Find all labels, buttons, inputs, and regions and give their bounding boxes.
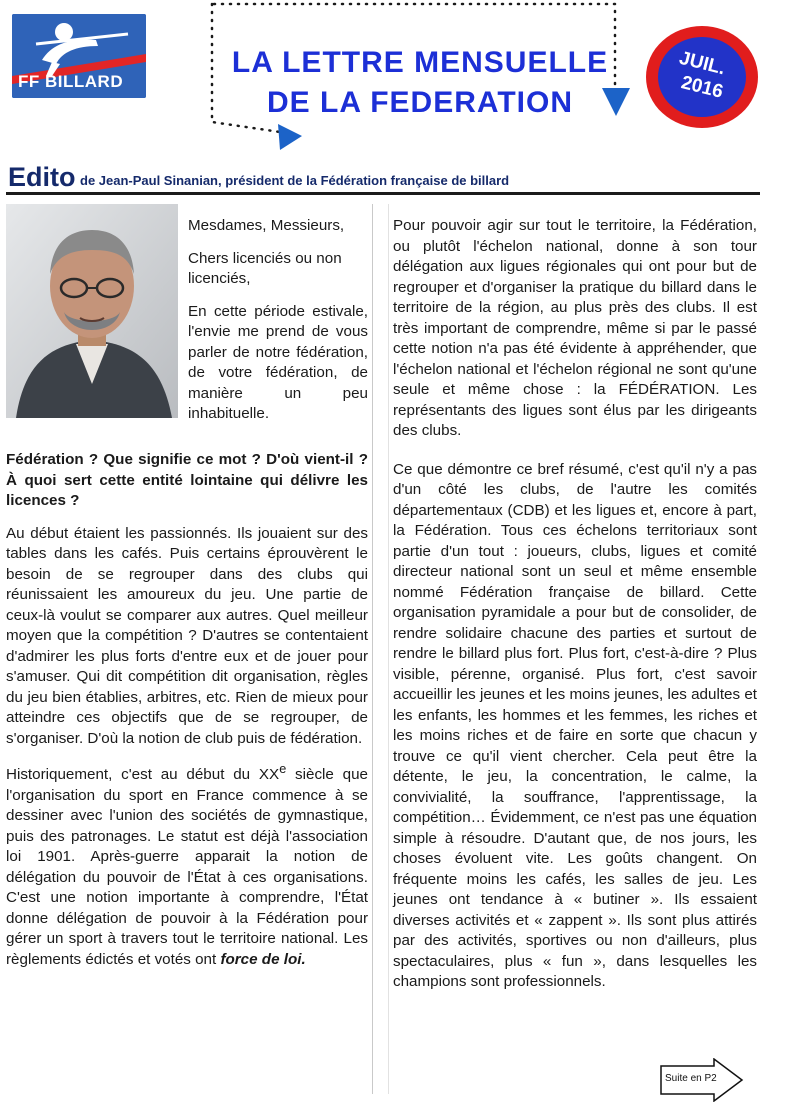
left-column (6, 204, 373, 1094)
question-heading: Fédération ? Que signifie ce mot ? D'où vient-il ? À quoi sert cette entité lointaine qui délivre les licences ? (6, 451, 368, 509)
title-line-1: LA LETTRE MENSUELLE (231, 46, 609, 79)
intro-text (188, 216, 368, 437)
right-body (393, 216, 757, 1011)
paragraph-territory: Pour pouvoir agir sur tout le territoire, la Fédération, ou plutôt l'échelon national, donne à son tour délégation aux ligues régionales qui ont pour but de regrouper et d'organiser la pratique du billard dans le territoire de la région, au plus près des clubs. Il est très important de comprendre, même si par le passé cette notion n'a pas été évidente à appréhender, que l'échelon national et l'échelon régional ne sont qu'une seule et même chose : la FÉDÉRATION. Les représentants des ligues sont élus par les dirigeants des clubs. (393, 217, 757, 439)
history-emphasis: force de loi. (220, 950, 306, 968)
portrait-image (6, 204, 178, 418)
edito-header (6, 158, 760, 198)
edito-byline: de Jean-Paul Sinanian, président de la Fédération française de billard (80, 173, 510, 188)
date-year: 2016 (679, 72, 726, 103)
edito-heading: Edito (8, 162, 76, 192)
history-text-b: siècle que l'organisation du sport en France commence à se dessiner avec l'union des sociétés de gymnastique, puis des patronages. Le statut est déjà l'association loi 1901. Après-guerre apparait la notion de délégation du pouvoir de l'État à ces organisations. C'est une notion importante à comprendre, l'État donne délégation de pouvoir à la Fédération pour gérer un sport à travers tout le territoire national. Les règlements édictés et votés ont (6, 766, 369, 968)
left-body (6, 450, 368, 980)
intro-paragraph: En cette période estivale, l'envie me prend de vous parler de notre fédération, de votre fédération, de manière un peu inhabituelle. (188, 302, 368, 422)
history-superscript: e (279, 762, 287, 776)
president-portrait (6, 204, 178, 418)
ff-billard-logo (12, 14, 146, 98)
paragraph-history (6, 759, 368, 970)
newsletter-title (200, 0, 640, 150)
history-text-a: Historiquement, c'est au début du XX (6, 766, 280, 784)
logo-text: FF BILLARD (18, 72, 124, 91)
continue-button[interactable] (660, 1058, 744, 1102)
continue-label: Suite en P2 (665, 1073, 717, 1084)
title-line-2: DE LA FEDERATION (267, 86, 573, 119)
right-column (388, 204, 765, 1094)
date-badge-inner (658, 37, 746, 117)
paragraph-origins: Au début étaient les passionnés. Ils jouaient sur des tables dans les cafés. Puis certains éprouvèrent le besoin de se regrouper dans des clubs qui réunissaient les amoureux du jeu. Une partie de ceux-là voulut se comparer aux autres. Quel meilleur moyen que la compétition ? D'autres se contentaient d'admirer les plus forts d'entre eux et de jouer pour s'amuser. Qui dit compétition dit organisation, règles du jeu bien établies, arbitres, etc. Rien de mieux pour atteindre ces objectifs que de se regrouper, de s'organiser. D'où la notion de club puis de fédération. (6, 524, 368, 747)
edito-divider (6, 192, 760, 195)
salutation: Mesdames, Messieurs, (188, 217, 345, 234)
date-badge (646, 26, 758, 128)
date-month: JUIL. (677, 47, 728, 80)
greeting: Chers licenciés ou non licenciés, (188, 249, 342, 287)
paragraph-summary: Ce que démontre ce bref résumé, c'est qu'il n'y a pas d'un côté les clubs, de l'autre les comités départementaux (CDB) et les ligues et, encore à part, la Fédération. Tous ces échelons territoriaux sont partie d'un tout : joueurs, clubs, ligues et comité directeur national sont un seul et même ensemble nommé Fédération française de billard. Cette organisation pyramidale a pour but de consolider, de rendre solidaire chacune des parties et surtout de rendre le billard plus fort. Plus fort, c'est-à-dire ? Plus visible, pérenne, organisé. Plus fort, c'est savoir accueillir les jeunes et les moins jeunes, les adultes et les enfants, les hommes et les femmes, les riches et les moins riches et de faire en sorte que chacun y trouve ce qu'il vient chercher. Cela peut être la détente, le jeu, la concentration, le calme, la convivialité, la souffrance, l'apprentissage, la compétition… Évidemment, ce n'est pas une équation simple à résoudre. D'autant que, de nos jours, les choses évoluent vite. Les goûts changent. On fréquente moins les cafés, les salles de jeu. Les jeunes ont tendance à « butiner ». Ils essaient diverses activités et « zappent ». Ils sont plus attirés par des activités, sportives ou non d'ailleurs, plus spectaculaires, plus « fun », dans lesquelles les champions sont professionnels. (393, 460, 757, 990)
